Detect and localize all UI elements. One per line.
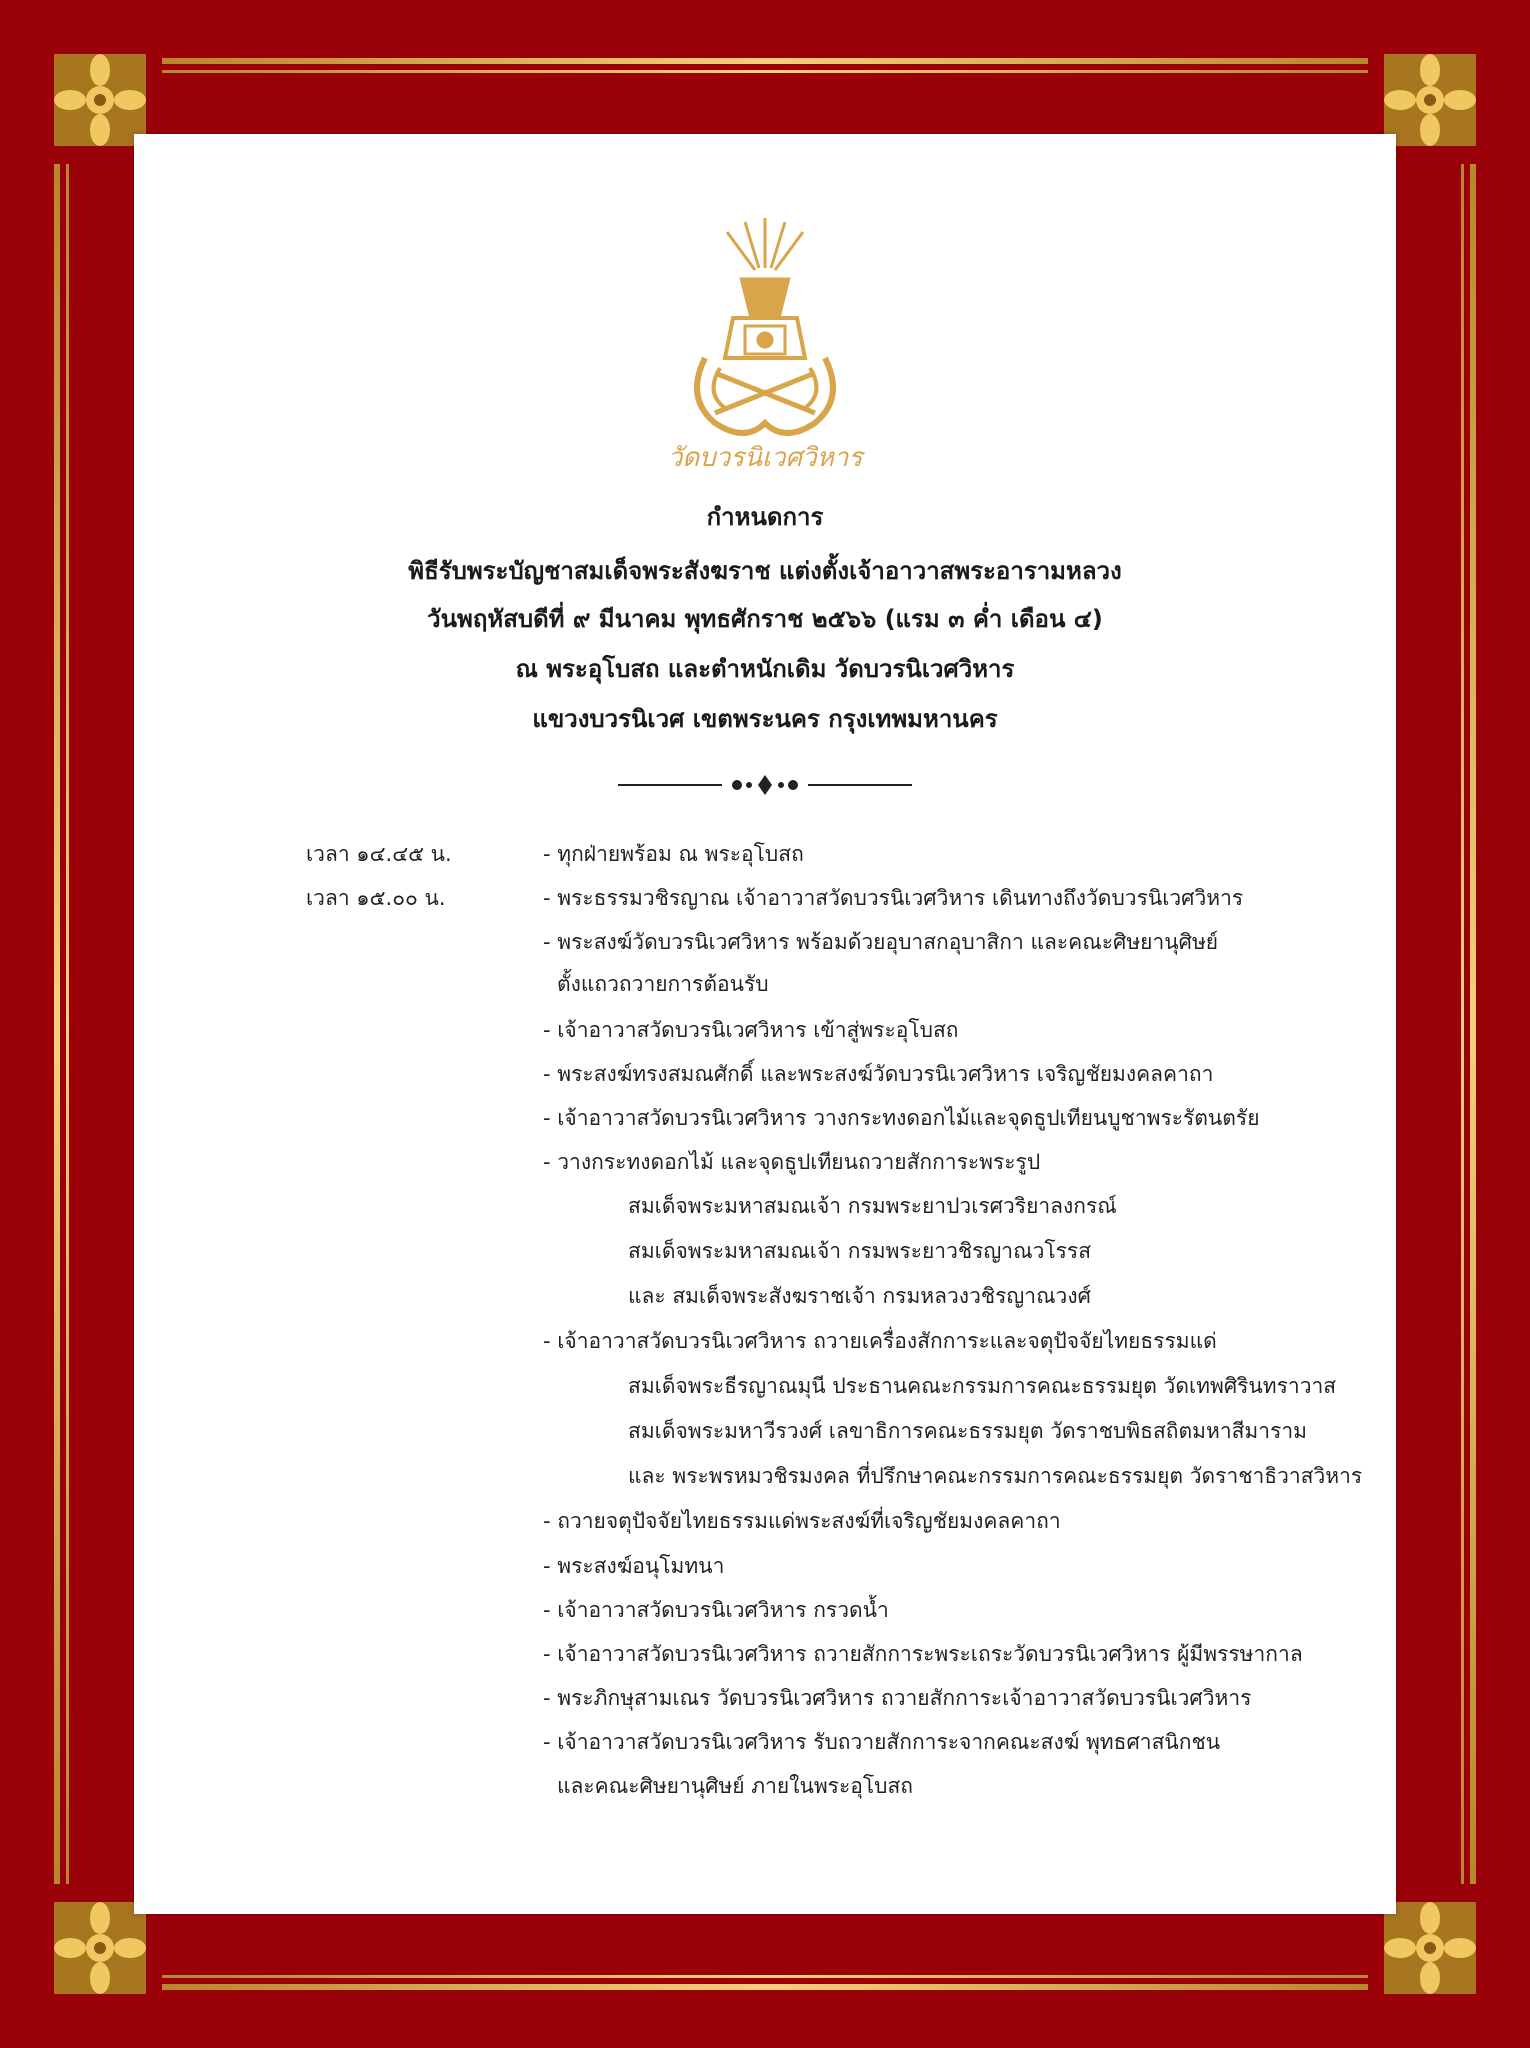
header-address: แขวงบวรนิเวศ เขตพระนคร กรุงเทพมหานคร bbox=[532, 705, 998, 733]
schedule-item: - ถวายจตุปัจจัยไทยธรรมแด่พระสงฆ์ที่เจริญชัยมงคลคาถา bbox=[543, 1509, 1061, 1533]
frame-right-line-inner bbox=[1461, 164, 1464, 1884]
schedule-item: - พระสงฆ์ทรงสมณศักดิ์ และพระสงฆ์วัดบวรนิเวศวิหาร เจริญชัยมงคลคาถา bbox=[543, 1062, 1214, 1086]
schedule-item: - ทุกฝ่ายพร้อม ณ พระอุโบสถ bbox=[543, 842, 804, 866]
schedule-item: - พระสงฆ์อนุโมทนา bbox=[543, 1554, 725, 1578]
schedule-subitem: สมเด็จพระมหาวีรวงศ์ เลขาธิการคณะธรรมยุต วัดราชบพิธสถิตมหาสีมาราม bbox=[628, 1419, 1307, 1443]
schedule-item: - พระภิกษุสามเณร วัดบวรนิเวศวิหาร ถวายสักการะเจ้าอาวาสวัดบวรนิเวศวิหาร bbox=[543, 1686, 1252, 1710]
schedule-item: - เจ้าอาวาสวัดบวรนิเวศวิหาร รับถวายสักการะจากคณะสงฆ์ พุทธศาสนิกชน bbox=[543, 1730, 1221, 1754]
schedule-item: - เจ้าอาวาสวัดบวรนิเวศวิหาร เข้าสู่พระอุโบสถ bbox=[543, 1018, 959, 1042]
schedule-item: - พระธรรมวชิรญาณ เจ้าอาวาสวัดบวรนิเวศวิหาร เดินทางถึงวัดบวรนิเวศวิหาร bbox=[543, 886, 1244, 910]
temple-seal-icon bbox=[645, 208, 885, 478]
header-date: วันพฤหัสบดีที่ ๙ มีนาคม พุทธศักราช ๒๕๖๖ (แรม ๓ ค่ำ เดือน ๔) bbox=[427, 605, 1103, 633]
schedule-time: เวลา ๑๕.๐๐ น. bbox=[306, 886, 446, 910]
ornament-divider-icon bbox=[612, 770, 918, 800]
schedule-time: เวลา ๑๔.๔๕ น. bbox=[306, 842, 452, 866]
schedule-subitem: และ สมเด็จพระสังฆราชเจ้า กรมหลวงวชิรญาณวงศ์ bbox=[628, 1284, 1091, 1308]
header-title: กำหนดการ bbox=[706, 503, 824, 531]
schedule-item: - วางกระทงดอกไม้ และจุดธูปเทียนถวายสักการะพระรูป bbox=[543, 1150, 1041, 1174]
schedule-subitem: และ พระพรหมวชิรมงคล ที่ปรึกษาคณะกรรมการคณะธรรมยุต วัดราชาธิวาสวิหาร bbox=[628, 1464, 1363, 1488]
schedule-item: - เจ้าอาวาสวัดบวรนิเวศวิหาร วางกระทงดอกไม้และจุดธูปเทียนบูชาพระรัตนตรัย bbox=[543, 1106, 1260, 1130]
corner-flower-icon bbox=[1382, 1900, 1478, 1996]
schedule-subitem: สมเด็จพระธีรญาณมุนี ประธานคณะกรรมการคณะธรรมยุต วัดเทพศิรินทราวาส bbox=[628, 1374, 1337, 1398]
schedule-item: - เจ้าอาวาสวัดบวรนิเวศวิหาร กรวดน้ำ bbox=[543, 1598, 889, 1622]
schedule-subitem: สมเด็จพระมหาสมณเจ้า กรมพระยาปวเรศวริยาลงกรณ์ bbox=[628, 1194, 1117, 1218]
frame-top-line bbox=[162, 58, 1368, 64]
frame-right-line bbox=[1470, 164, 1476, 1884]
schedule-item-continuation: และคณะศิษยานุศิษย์ ภายในพระอุโบสถ bbox=[557, 1774, 913, 1798]
schedule-item-continuation: ตั้งแถวถวายการต้อนรับ bbox=[557, 972, 769, 996]
frame-left-line bbox=[54, 164, 60, 1884]
frame-bottom-line-inner bbox=[162, 1975, 1368, 1978]
schedule-item: - เจ้าอาวาสวัดบวรนิเวศวิหาร ถวายสักการะพระเถระวัดบวรนิเวศวิหาร ผู้มีพรรษากาล bbox=[543, 1642, 1303, 1666]
schedule-item: - พระสงฆ์วัดบวรนิเวศวิหาร พร้อมด้วยอุบาสกอุบาสิกา และคณะศิษยานุศิษย์ bbox=[543, 930, 1219, 954]
frame-left-line-inner bbox=[66, 164, 69, 1884]
frame-top-line-inner bbox=[162, 70, 1368, 73]
header-ceremony: พิธีรับพระบัญชาสมเด็จพระสังฆราช แต่งตั้งเจ้าอาวาสพระอารามหลวง bbox=[408, 557, 1122, 585]
frame-bottom-line bbox=[162, 1984, 1368, 1990]
schedule-item: - เจ้าอาวาสวัดบวรนิเวศวิหาร ถวายเครื่องสักการะและจตุปัจจัยไทยธรรมแด่ bbox=[543, 1329, 1217, 1353]
seal-text: วัดบวรนิเวศวิหาร bbox=[667, 443, 863, 473]
corner-flower-icon bbox=[1382, 52, 1478, 148]
header-venue: ณ พระอุโบสถ และตำหนักเดิม วัดบวรนิเวศวิหาร bbox=[515, 655, 1015, 683]
corner-flower-icon bbox=[52, 1900, 148, 1996]
schedule-subitem: สมเด็จพระมหาสมณเจ้า กรมพระยาวชิรญาณวโรรส bbox=[628, 1239, 1092, 1263]
